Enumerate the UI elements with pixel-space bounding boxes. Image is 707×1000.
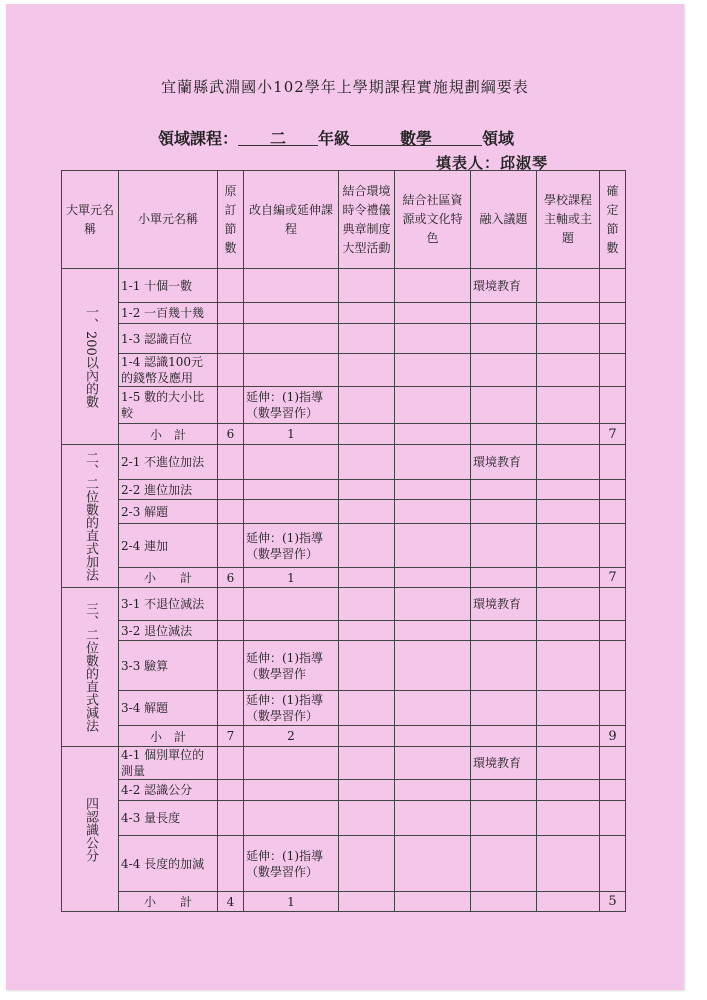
extension-cell	[244, 354, 339, 387]
subtotal-planned: 6	[218, 568, 244, 588]
sub-unit-cell: 3-2 退位減法	[119, 621, 218, 641]
confirmed-cell	[600, 354, 626, 387]
confirmed-cell	[600, 524, 626, 568]
confirmed-cell	[600, 691, 626, 726]
issue-cell	[471, 621, 537, 641]
environment-cell	[339, 303, 395, 324]
confirmed-cell	[600, 836, 626, 892]
subtotal-label: 小 計	[119, 568, 218, 588]
community-cell	[395, 354, 471, 387]
environment-cell	[339, 801, 395, 836]
issue-cell	[471, 524, 537, 568]
subtotal-community	[395, 892, 471, 912]
extension-cell	[244, 303, 339, 324]
community-cell	[395, 324, 471, 354]
community-cell	[395, 524, 471, 568]
planned-cell	[218, 836, 244, 892]
environment-cell	[339, 500, 395, 524]
subtotal-environment	[339, 892, 395, 912]
table-row	[62, 780, 626, 801]
subtotal-school-theme	[537, 726, 600, 747]
header-cell: 確定節數	[600, 171, 626, 269]
confirmed-cell	[600, 500, 626, 524]
sub-unit-cell: 1-2 一百幾十幾	[119, 303, 218, 324]
table-row	[62, 500, 626, 524]
extension-cell	[244, 588, 339, 621]
school-theme-cell	[537, 480, 600, 500]
issue-cell: 環境教育	[471, 269, 537, 303]
issue-cell: 環境教育	[471, 588, 537, 621]
subtotal-row	[62, 726, 626, 747]
environment-cell	[339, 480, 395, 500]
unit-name: 一、200以內的數	[83, 305, 98, 408]
sub-unit-cell: 4-1 個別單位的測量	[119, 747, 218, 780]
school-theme-cell	[537, 524, 600, 568]
school-theme-cell	[537, 500, 600, 524]
table-row	[62, 836, 626, 892]
unit-name-cell	[62, 445, 119, 588]
issue-cell: 環境教育	[471, 747, 537, 780]
issue-cell: 環境教育	[471, 445, 537, 480]
school-theme-cell	[537, 836, 600, 892]
document-page	[6, 4, 684, 990]
sub-unit-cell: 4-2 認識公分	[119, 780, 218, 801]
curriculum-table	[61, 170, 626, 912]
environment-cell	[339, 324, 395, 354]
subtotal-extension: 1	[244, 892, 339, 912]
confirmed-cell	[600, 641, 626, 691]
table-row	[62, 269, 626, 303]
community-cell	[395, 303, 471, 324]
environment-cell	[339, 621, 395, 641]
confirmed-cell	[600, 324, 626, 354]
issue-cell	[471, 480, 537, 500]
school-theme-cell	[537, 324, 600, 354]
extension-cell	[244, 621, 339, 641]
sub-unit-cell: 4-3 量長度	[119, 801, 218, 836]
environment-cell	[339, 269, 395, 303]
school-theme-cell	[537, 780, 600, 801]
planned-cell	[218, 621, 244, 641]
confirmed-cell	[600, 269, 626, 303]
subtotal-extension: 2	[244, 726, 339, 747]
subtotal-school-theme	[537, 892, 600, 912]
subtotal-label: 小 計	[119, 892, 218, 912]
subtotal-community	[395, 568, 471, 588]
extension-cell	[244, 747, 339, 780]
header-cell: 學校課程主軸或主題	[537, 171, 600, 269]
unit-name-cell	[62, 747, 119, 912]
community-cell	[395, 691, 471, 726]
table-row	[62, 387, 626, 424]
environment-cell	[339, 836, 395, 892]
community-cell	[395, 780, 471, 801]
community-cell	[395, 269, 471, 303]
planned-cell	[218, 324, 244, 354]
subtotal-community	[395, 424, 471, 445]
sub-unit-cell: 2-4 連加	[119, 524, 218, 568]
confirmed-cell	[600, 445, 626, 480]
sub-unit-cell: 2-1 不進位加法	[119, 445, 218, 480]
issue-cell	[471, 691, 537, 726]
subtotal-row	[62, 892, 626, 912]
subtotal-planned: 4	[218, 892, 244, 912]
form-filler: 填表人：邱淑琴	[436, 154, 549, 172]
header-cell: 結合社區資源或文化特色	[395, 171, 471, 269]
planned-cell	[218, 780, 244, 801]
subtotal-issue	[471, 892, 537, 912]
planned-cell	[218, 445, 244, 480]
subtotal-confirmed: 9	[600, 726, 626, 747]
subtotal-school-theme	[537, 424, 600, 445]
community-cell	[395, 747, 471, 780]
environment-cell	[339, 691, 395, 726]
subtotal-confirmed: 7	[600, 568, 626, 588]
planned-cell	[218, 387, 244, 424]
subtotal-community	[395, 726, 471, 747]
issue-cell	[471, 387, 537, 424]
subtotal-environment	[339, 726, 395, 747]
table-row	[62, 303, 626, 324]
subject-value: 數學	[350, 126, 482, 146]
sub-unit-cell: 1-3 認識百位	[119, 324, 218, 354]
school-theme-cell	[537, 445, 600, 480]
subtotal-environment	[339, 568, 395, 588]
school-theme-cell	[537, 641, 600, 691]
school-theme-cell	[537, 801, 600, 836]
issue-cell	[471, 303, 537, 324]
confirmed-cell	[600, 588, 626, 621]
school-theme-cell	[537, 747, 600, 780]
planned-cell	[218, 524, 244, 568]
issue-cell	[471, 500, 537, 524]
table-row	[62, 324, 626, 354]
issue-cell	[471, 641, 537, 691]
environment-cell	[339, 780, 395, 801]
sub-unit-cell: 3-3 驗算	[119, 641, 218, 691]
community-cell	[395, 387, 471, 424]
table-row	[62, 480, 626, 500]
extension-cell: 延伸：(1)指導（數學習作）	[244, 524, 339, 568]
school-theme-cell	[537, 621, 600, 641]
subtotal-planned: 6	[218, 424, 244, 445]
subtotal-school-theme	[537, 568, 600, 588]
school-theme-cell	[537, 303, 600, 324]
issue-cell	[471, 836, 537, 892]
subtotal-issue	[471, 568, 537, 588]
subtotal-row	[62, 568, 626, 588]
confirmed-cell	[600, 303, 626, 324]
table-row	[62, 641, 626, 691]
header-cell: 融入議題	[471, 171, 537, 269]
unit-name: 二、二位數的直式加法	[83, 451, 98, 581]
domain-line	[158, 126, 514, 149]
planned-cell	[218, 303, 244, 324]
table-row	[62, 691, 626, 726]
planned-cell	[218, 801, 244, 836]
planned-cell	[218, 269, 244, 303]
confirmed-cell	[600, 747, 626, 780]
sub-unit-cell: 1-5 數的大小比較	[119, 387, 218, 424]
header-cell: 原訂節數	[218, 171, 244, 269]
subtotal-confirmed: 7	[600, 424, 626, 445]
subtotal-confirmed: 5	[600, 892, 626, 912]
planned-cell	[218, 500, 244, 524]
community-cell	[395, 500, 471, 524]
extension-cell	[244, 324, 339, 354]
table-row	[62, 524, 626, 568]
planned-cell	[218, 747, 244, 780]
confirmed-cell	[600, 621, 626, 641]
school-theme-cell	[537, 354, 600, 387]
subtotal-extension: 1	[244, 568, 339, 588]
extension-cell: 延伸：(1)指導（數學習作）	[244, 691, 339, 726]
header-cell: 大單元名稱	[62, 171, 119, 269]
planned-cell	[218, 480, 244, 500]
sub-unit-cell: 2-2 進位加法	[119, 480, 218, 500]
confirmed-cell	[600, 480, 626, 500]
community-cell	[395, 621, 471, 641]
environment-cell	[339, 524, 395, 568]
subtotal-label: 小 計	[119, 726, 218, 747]
extension-cell	[244, 801, 339, 836]
area-label: 領域	[482, 129, 515, 148]
subtotal-planned: 7	[218, 726, 244, 747]
table-row	[62, 801, 626, 836]
domain-label: 領域課程：	[158, 129, 239, 148]
subtotal-issue	[471, 424, 537, 445]
environment-cell	[339, 354, 395, 387]
sub-unit-cell: 3-4 解題	[119, 691, 218, 726]
community-cell	[395, 836, 471, 892]
table-row	[62, 445, 626, 480]
sub-unit-cell: 3-1 不退位減法	[119, 588, 218, 621]
grade-value: 二	[238, 126, 318, 146]
confirmed-cell	[600, 387, 626, 424]
school-theme-cell	[537, 588, 600, 621]
grade-label: 年級	[318, 129, 351, 148]
subtotal-label: 小 計	[119, 424, 218, 445]
issue-cell	[471, 354, 537, 387]
school-theme-cell	[537, 387, 600, 424]
planned-cell	[218, 588, 244, 621]
planned-cell	[218, 641, 244, 691]
table-row	[62, 621, 626, 641]
unit-name-cell	[62, 588, 119, 747]
subtotal-environment	[339, 424, 395, 445]
issue-cell	[471, 801, 537, 836]
confirmed-cell	[600, 780, 626, 801]
environment-cell	[339, 588, 395, 621]
extension-cell	[244, 500, 339, 524]
table-row	[62, 588, 626, 621]
community-cell	[395, 801, 471, 836]
environment-cell	[339, 445, 395, 480]
planned-cell	[218, 691, 244, 726]
extension-cell: 延伸：(1)指導（數學習作）	[244, 387, 339, 424]
school-theme-cell	[537, 691, 600, 726]
header-cell: 小單元名稱	[119, 171, 218, 269]
community-cell	[395, 588, 471, 621]
community-cell	[395, 641, 471, 691]
sub-unit-cell: 1-4 認識100元的錢幣及應用	[119, 354, 218, 387]
extension-cell: 延伸：(1)指導（數學習作	[244, 641, 339, 691]
extension-cell	[244, 480, 339, 500]
document-title: 宜蘭縣武淵國小102學年上學期課程實施規劃綱要表	[161, 78, 529, 96]
environment-cell	[339, 747, 395, 780]
unit-name-cell	[62, 269, 119, 445]
extension-cell	[244, 445, 339, 480]
sub-unit-cell: 4-4 長度的加減	[119, 836, 218, 892]
subtotal-row	[62, 424, 626, 445]
subtotal-extension: 1	[244, 424, 339, 445]
extension-cell	[244, 269, 339, 303]
community-cell	[395, 480, 471, 500]
extension-cell	[244, 780, 339, 801]
environment-cell	[339, 641, 395, 691]
table-row	[62, 747, 626, 780]
header-row	[62, 171, 626, 269]
planned-cell	[218, 354, 244, 387]
issue-cell	[471, 780, 537, 801]
header-cell: 改自編或延伸課程	[244, 171, 339, 269]
sub-unit-cell: 2-3 解題	[119, 500, 218, 524]
header-cell: 結合環境時令禮儀典章制度大型活動	[339, 171, 395, 269]
extension-cell: 延伸：(1)指導（數學習作）	[244, 836, 339, 892]
sub-unit-cell: 1-1 十個一數	[119, 269, 218, 303]
unit-name: 三、二位數的直式減法	[83, 602, 98, 732]
community-cell	[395, 445, 471, 480]
subtotal-issue	[471, 726, 537, 747]
issue-cell	[471, 324, 537, 354]
school-theme-cell	[537, 269, 600, 303]
table-row	[62, 354, 626, 387]
environment-cell	[339, 387, 395, 424]
confirmed-cell	[600, 801, 626, 836]
unit-name: 四認識公分	[83, 796, 98, 862]
